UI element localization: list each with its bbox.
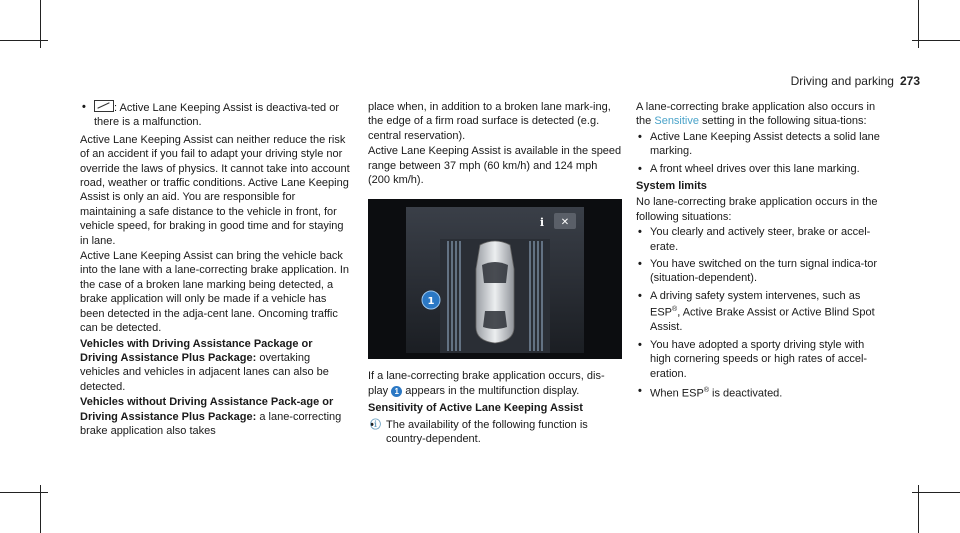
- close-icon[interactable]: ✕: [560, 217, 570, 229]
- section-heading: Sensitivity of Active Lane Keeping Assist: [368, 402, 583, 415]
- paragraph: Vehicles with Driving Assistance Package or Driving Assistance Plus Package: overtaking vehicles and vehicles in adjacent lanes can also be detected.: [80, 337, 329, 393]
- column-middle: [368, 100, 622, 449]
- paragraph: place when, in addition to a broken lane mark-ing, the edge of a firm road surface is detected (e.g. central reservation).: [368, 101, 611, 142]
- paragraph: Active Lane Keeping Assist can neither reduce the risk of an accident if you fail to adapt your driving style nor override the laws of physics. It cannot take into account road, weather or traffic conditions. Active Lane Keeping Assist is only an aid. You are responsible for maintaining a safe distance to the vehicle in front, for vehicle speed, for braking in good time and for staying in lane.: [80, 133, 350, 247]
- lane-assist-off-icon: [94, 100, 114, 112]
- heading-inline: Vehicles without Driving Assistance Pack-age or Driving Assistance Plus Package:: [80, 396, 334, 423]
- callout-badge: 1: [391, 386, 402, 397]
- section-heading: System limits: [636, 180, 707, 193]
- list-item: • : Active Lane Keeping Assist is deactiva-ted or there is a malfunction.: [80, 100, 350, 130]
- setting-link-sensitive[interactable]: Sensitive: [654, 115, 699, 128]
- crop-mark: [912, 40, 960, 41]
- paragraph: Vehicles without Driving Assistance Pack-age or Driving Assistance Plus Package: a lane-correcting brake application also takes: [80, 396, 342, 437]
- section-title: Driving and parking: [790, 74, 894, 88]
- column-left: [80, 100, 350, 439]
- display-illustration: [368, 199, 622, 359]
- list-item: • A driving safety system intervenes, such as ESP®, Active Brake Assist or Active Blind Spot Assist.: [636, 289, 886, 335]
- column-right: [636, 100, 886, 404]
- page-header: [791, 74, 920, 88]
- note: • ⓘ The availability of the following function is country-dependent.: [368, 418, 622, 447]
- list-item: • Active Lane Keeping Assist detects a solid lane marking.: [636, 130, 886, 159]
- crop-mark: [0, 492, 48, 493]
- list-item: • You have adopted a sporty driving style with high cornering speeds or high rates of accel-eration.: [636, 338, 886, 381]
- paragraph: No lane-correcting brake application occurs in the following situations:: [636, 196, 878, 223]
- callout-number: 1: [427, 296, 435, 308]
- page-number: 273: [899, 74, 920, 88]
- paragraph: A lane-correcting brake application also occurs in the Sensitive setting in the following situa-tions:: [636, 101, 876, 128]
- list-item: • When ESP® is deactivated.: [636, 384, 886, 401]
- info-icon[interactable]: i: [539, 216, 545, 230]
- crop-mark: [912, 492, 960, 493]
- info-note-icon: • ⓘ: [370, 418, 381, 431]
- caption: If a lane-correcting brake application occurs, dis-play 1 appears in the multifunction display.: [368, 370, 605, 397]
- list-item: • You have switched on the turn signal indica-tor (situation-dependent).: [636, 257, 886, 286]
- list-item: • You clearly and actively steer, brake or accel-erate.: [636, 225, 886, 254]
- crop-mark: [0, 40, 48, 41]
- list-item: • A front wheel drives over this lane marking.: [636, 162, 886, 176]
- paragraph: Active Lane Keeping Assist is available in the speed range between 37 mph (60 km/h) and 124 mph (200 km/h).: [368, 145, 622, 187]
- multifunction-display-figure: [368, 199, 622, 359]
- heading-inline: Vehicles with Driving Assistance Package or Driving Assistance Plus Package:: [80, 337, 313, 364]
- paragraph: Active Lane Keeping Assist can bring the vehicle back into the lane with a lane-correcting brake application. In the case of a broken lane marking being detected, a brake application will only be made if a vehicle has been detected in the adja-cent lane. Oncoming traffic can be detected.: [80, 250, 350, 335]
